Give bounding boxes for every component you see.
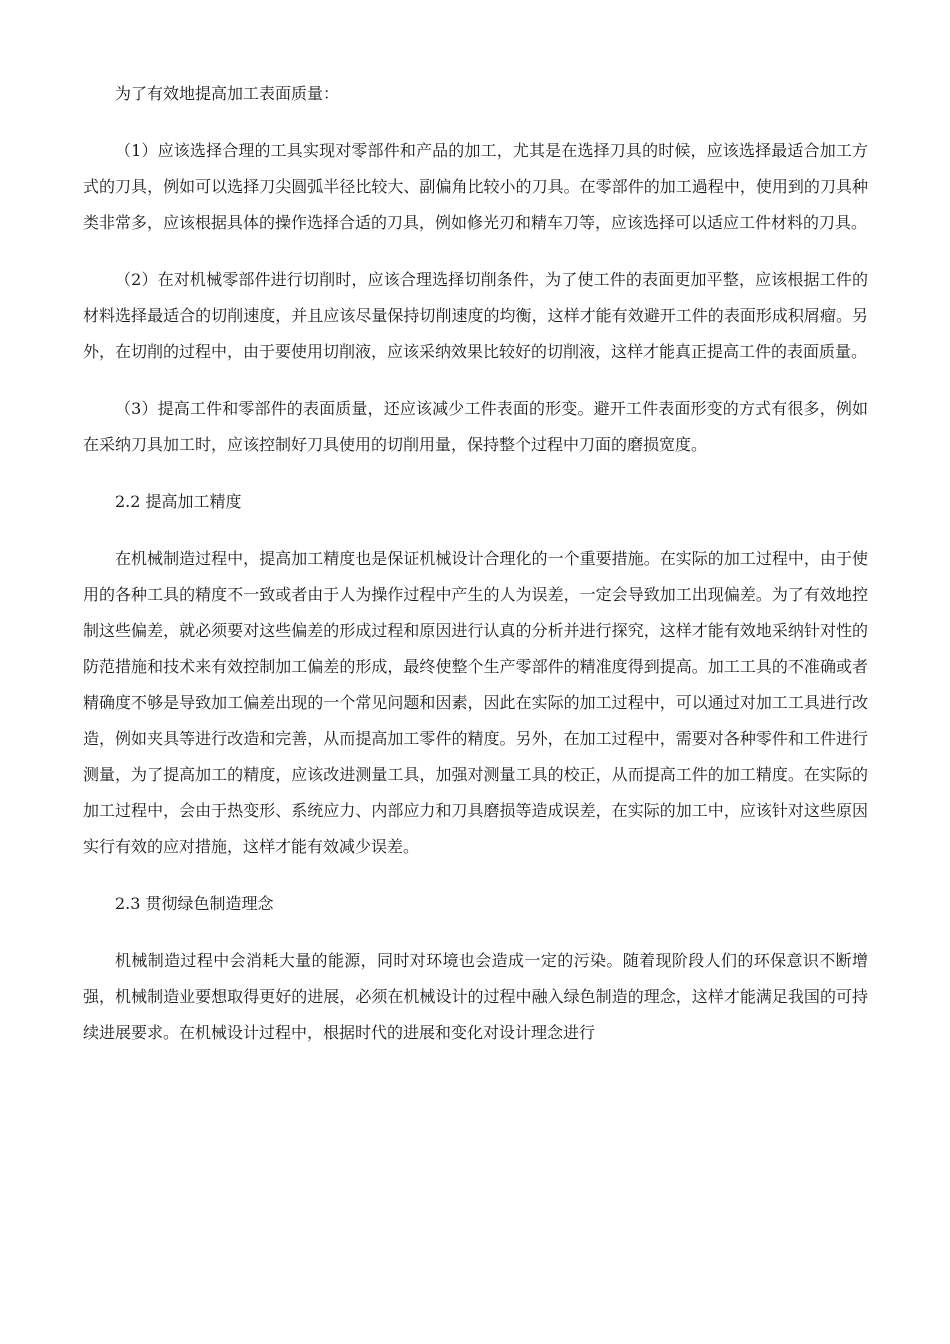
section-heading-2-2: 2.2 提高加工精度: [115, 492, 242, 511]
section-2-2-paragraph: 在机械制造过程中，提高加工精度也是保证机械设计合理化的一个重要措施。在实际的加工过程中，由于使用的各种工具的精度不一致或者由于人为操作过程中产生的人为误差，一定会导致加工出现偏差。为了有效地控制这些偏差，就必须要对这些偏差的形成过程和原因进行认真的分析并进行探究，这样才能有效地采纳针对性的防范措施和技术来有效控制加工偏差的形成，最终使整个生产零部件的精准度得到提高。加工工具的不准确或者精确度不够是导致加工偏差出现的一个常见问题和因素，因此在实际的加工过程中，可以通过对加工工具进行改造，例如夹具等进行改造和完善，从而提高加工零件的精度。另外，在加工过程中，需要对各种零件和工件进行测量，为了提高加工的精度，应该改进测量工具，加强对测量工具的校正，从而提高工件的加工精度。在实际的加工过程中，会由于热变形、系统应力、内部应力和刀具磨损等造成误差，在实际的加工中，应该针对这些原因实行有效的应对措施，这样才能有效减少误差。: [83, 549, 868, 856]
list-item-1: （1）应该选择合理的工具实现对零部件和产品的加工，尤其是在选择刀具的时候，应该选择最适合加工方式的刀具，例如可以选择刀尖圆弧半径比较大、副偏角比较小的刀具。在零部件的加工過程中，使用到的刀具种类非常多，应该根据具体的操作选择合适的刀具，例如修光刃和精车刀等，应该选择可以适应工件材料的刀具。: [83, 141, 868, 232]
document-body: [83, 76, 868, 1072]
section-heading-2-3: 2.3 贯彻绿色制造理念: [115, 894, 274, 913]
list-item-3: （3）提高工件和零部件的表面质量，还应该减少工件表面的形变。避开工件表面形变的方式有很多，例如在采纳刀具加工时，应该控制好刀具使用的切削用量，保持整个过程中刀面的磨损宽度。: [83, 399, 868, 454]
list-item-2: （2）在对机械零部件进行切削时，应该合理选择切削条件，为了使工件的表面更加平整，应该根据工件的材料选择最适合的切削速度，并且应该尽量保持切削速度的均衡，这样才能有效避开工件的表面形成积屑瘤。另外，在切削的过程中，由于要使用切削液，应该采纳效果比较好的切削液，这样才能真正提高工件的表面质量。: [83, 270, 868, 361]
section-2-3-paragraph: 机械制造过程中会消耗大量的能源，同时对环境也会造成一定的污染。随着现阶段人们的环保意识不断增强，机械制造业要想取得更好的进展，必须在机械设计的过程中融入绿色制造的理念，这样才能满足我国的可持续进展要求。在机械设计过程中，根据时代的进展和变化对设计理念进行: [83, 951, 868, 1042]
intro-paragraph: 为了有效地提高加工表面质量：: [115, 84, 340, 103]
